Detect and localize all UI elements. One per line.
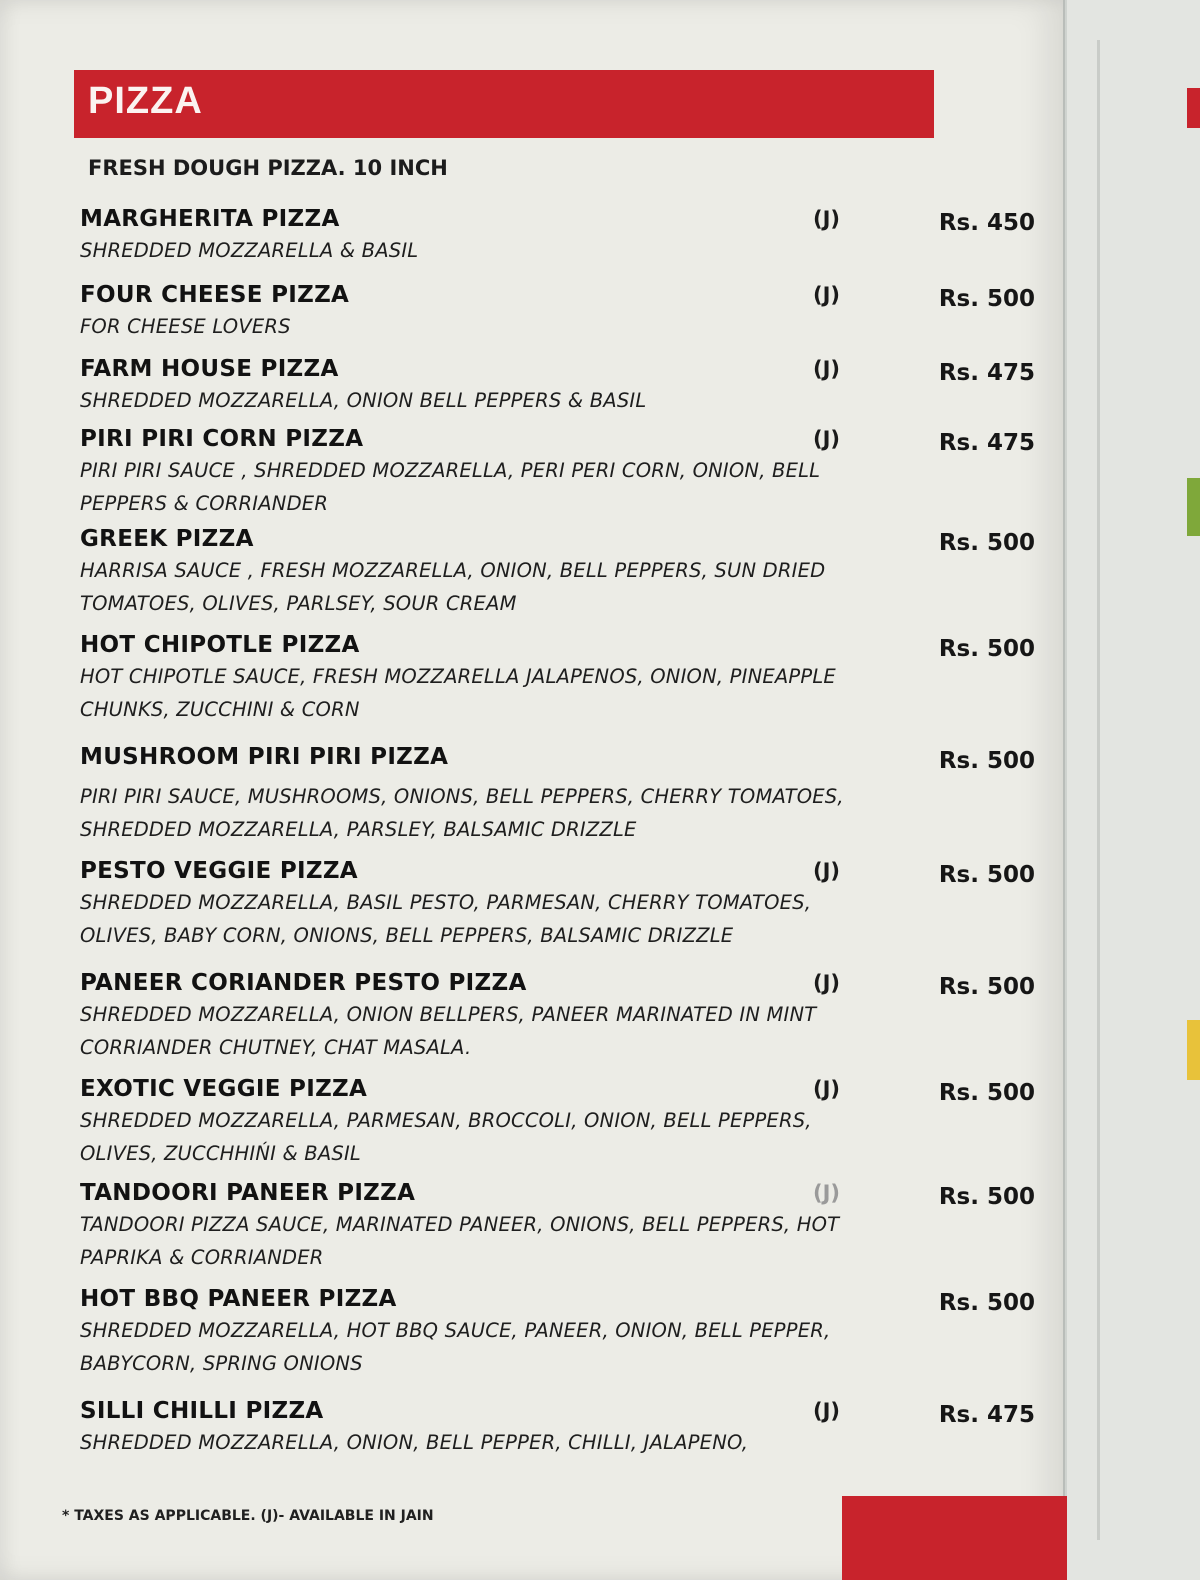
- section-title: PIZZA: [88, 80, 203, 122]
- item-name: FARM HOUSE PIZZA: [80, 356, 339, 382]
- item-name: MUSHROOM PIRI PIRI PIZZA: [80, 744, 449, 770]
- menu-item: [80, 424, 1035, 520]
- footer-accent-bar: [842, 1496, 1078, 1580]
- adjacent-yellow-strip: [1187, 1020, 1200, 1080]
- item-description: TANDOORI PIZZA SAUCE, MARINATED PANEER, ONIONS, BELL PEPPERS, HOT PAPRIKA & CORRIANDER: [80, 1213, 840, 1269]
- adjacent-green-strip: [1187, 478, 1200, 536]
- item-name: MARGHERITA PIZZA: [80, 206, 340, 232]
- item-price: Rs. 475: [938, 430, 1035, 456]
- item-price: Rs. 500: [938, 974, 1035, 1000]
- item-price: Rs. 500: [938, 748, 1035, 774]
- item-name: FOUR CHEESE PIZZA: [80, 282, 350, 308]
- menu-item: [80, 856, 1035, 952]
- item-name: EXOTIC VEGGIE PIZZA: [80, 1076, 368, 1102]
- item-price: Rs. 500: [938, 530, 1035, 556]
- jain-marker: (J): [813, 283, 841, 307]
- item-description: PIRI PIRI SAUCE, MUSHROOMS, ONIONS, BELL PEPPERS, CHERRY TOMATOES, SHREDDED MOZZARELLA, PARSLEY, BALSAMIC DRIZZLE: [80, 785, 844, 841]
- footer-note: * TAXES AS APPLICABLE. (J)- AVAILABLE IN JAIN: [62, 1508, 434, 1524]
- item-name: HOT BBQ PANEER PIZZA: [80, 1286, 397, 1312]
- menu-item: [80, 524, 1035, 620]
- jain-marker: (J): [813, 207, 841, 231]
- adjacent-page-edge: [1067, 0, 1200, 1580]
- item-description: SHREDDED MOZZARELLA, ONION, BELL PEPPER, CHILLI, JALAPENO,: [80, 1431, 749, 1454]
- item-description: HOT CHIPOTLE SAUCE, FRESH MOZZARELLA JALAPENOS, ONION, PINEAPPLE CHUNKS, ZUCCHINI & CORN: [80, 665, 836, 721]
- item-name: PIRI PIRI CORN PIZZA: [80, 426, 364, 452]
- menu-item: [80, 1396, 1035, 1459]
- menu-item: [80, 1284, 1035, 1380]
- item-name: PESTO VEGGIE PIZZA: [80, 858, 358, 884]
- item-description: PIRI PIRI SAUCE , SHREDDED MOZZARELLA, PERI PERI CORN, ONION, BELL PEPPERS & CORRIANDER: [80, 459, 821, 515]
- page-fold: [1097, 40, 1100, 1540]
- item-description: SHREDDED MOZZARELLA, BASIL PESTO, PARMESAN, CHERRY TOMATOES, OLIVES, BABY CORN, ONIONS, BELL PEPPERS, BALSAMIC DRIZZLE: [80, 891, 812, 947]
- menu-item: [80, 280, 1035, 343]
- jain-marker: (J): [813, 357, 841, 381]
- item-description: SHREDDED MOZZARELLA, HOT BBQ SAUCE, PANEER, ONION, BELL PEPPER, BABYCORN, SPRING ONIONS: [80, 1319, 831, 1375]
- item-description: SHREDDED MOZZARELLA, PARMESAN, BROCCOLI, ONION, BELL PEPPERS, OLIVES, ZUCCHHIŃI & BASIL: [80, 1109, 812, 1165]
- menu-item: [80, 1074, 1035, 1170]
- menu-item: [80, 742, 1035, 846]
- jain-marker: (J): [813, 1399, 841, 1423]
- item-description: HARRISA SAUCE , FRESH MOZZARELLA, ONION, BELL PEPPERS, SUN DRIED TOMATOES, OLIVES, PARLSEY, SOUR CREAM: [80, 559, 826, 615]
- item-description: SHREDDED MOZZARELLA & BASIL: [80, 239, 419, 262]
- menu-item: [80, 1178, 1035, 1274]
- item-price: Rs. 500: [938, 1080, 1035, 1106]
- item-price: Rs. 475: [938, 1402, 1035, 1428]
- jain-marker: (J): [813, 859, 841, 883]
- item-description: SHREDDED MOZZARELLA, ONION BELLPERS, PANEER MARINATED IN MINT CORRIANDER CHUTNEY, CHAT MASALA.: [80, 1003, 817, 1059]
- item-price: Rs. 500: [938, 636, 1035, 662]
- menu-item: [80, 968, 1035, 1064]
- jain-marker: (J): [813, 1181, 841, 1205]
- item-name: TANDOORI PANEER PIZZA: [80, 1180, 416, 1206]
- item-name: PANEER CORIANDER PESTO PIZZA: [80, 970, 527, 996]
- item-description: SHREDDED MOZZARELLA, ONION BELL PEPPERS & BASIL: [80, 389, 647, 412]
- jain-marker: (J): [813, 427, 841, 451]
- item-price: Rs. 475: [938, 360, 1035, 386]
- item-price: Rs. 450: [938, 210, 1035, 236]
- adjacent-red-strip: [1187, 88, 1200, 128]
- item-price: Rs. 500: [938, 862, 1035, 888]
- item-price: Rs. 500: [938, 286, 1035, 312]
- section-subtitle: FRESH DOUGH PIZZA. 10 INCH: [88, 156, 448, 180]
- item-price: Rs. 500: [938, 1184, 1035, 1210]
- menu-item: [80, 630, 1035, 726]
- item-name: HOT CHIPOTLE PIZZA: [80, 632, 360, 658]
- jain-marker: (J): [813, 1077, 841, 1101]
- section-header-bar: [74, 70, 934, 138]
- item-name: GREEK PIZZA: [80, 526, 254, 552]
- item-name: SILLI CHILLI PIZZA: [80, 1398, 324, 1424]
- menu-item: [80, 354, 1035, 417]
- item-description: FOR CHEESE LOVERS: [80, 315, 291, 338]
- jain-marker: (J): [813, 971, 841, 995]
- item-price: Rs. 500: [938, 1290, 1035, 1316]
- menu-item: [80, 204, 1035, 267]
